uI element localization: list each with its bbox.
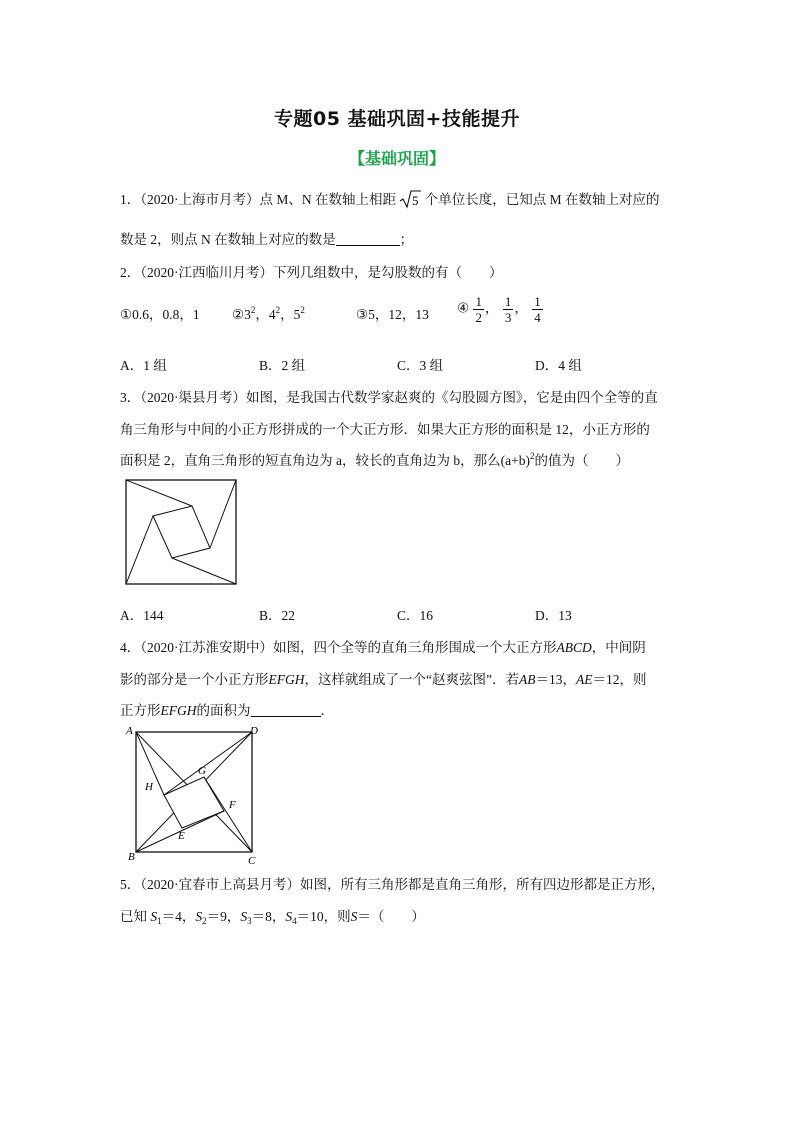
q2-option-b[interactable]: B．2 组 — [259, 358, 306, 373]
q5-s: S — [285, 909, 293, 924]
question-3-line-2: 角三角形与中间的小正方形拼成的一个大正方形．如果大正方形的面积是 12，小正方形的 — [120, 422, 650, 437]
q4-square-efgh: EFGH — [268, 672, 305, 687]
fraction-one-half: $\frac{1}{2}$ — [475, 294, 482, 325]
q5-s: S — [240, 909, 248, 924]
q2-group-3: ③5，12，13 — [356, 307, 429, 322]
q1-text-pre: 1．（2020·上海市月考）点 M、N 在数轴上相距 — [120, 192, 396, 207]
q3-option-d[interactable]: D．13 — [535, 608, 572, 623]
fraction-one-third: $\frac{1}{3}$ — [504, 294, 512, 325]
q3-exponent: 2 — [529, 451, 535, 461]
question-4-line-3 — [120, 699, 334, 719]
q5-s: S — [150, 909, 158, 924]
q2-g2-prefix: ② — [232, 307, 245, 322]
question-4-line-2 — [120, 668, 646, 688]
q2-g2-base: 5 — [293, 307, 301, 322]
q2-group-2: $②3^2$，$4^2$，$5^2$ — [232, 305, 305, 322]
question-1-line-2 — [120, 228, 413, 248]
label-c: C — [248, 855, 256, 866]
label-b: B — [128, 851, 135, 863]
question-5-line-2 — [120, 905, 425, 926]
q4-ae-value: ＝12，则 — [592, 672, 647, 687]
q2-option-d[interactable]: D．4 组 — [535, 358, 582, 373]
label-e: E — [178, 830, 185, 842]
q2-group-4: ④ $\frac{1}{2}$ ， $\frac{1}{3}$ ， $\frac{1}{4}$ — [457, 294, 541, 325]
q2-option-c[interactable]: C．3 组 — [397, 358, 444, 373]
q1-text-post: 个单位长度，已知点 M 在数轴上对应的 — [424, 192, 660, 207]
q5-s: S — [195, 909, 203, 924]
q1-line2-end: ； — [399, 232, 414, 247]
q2-g2-exp: 2 — [300, 305, 305, 315]
q3-line3-pre: 面积是 2，直角三角形的短直角边为 a，较长的直角边为 b，那么(a+b) — [120, 453, 530, 468]
q2-g2-base: 3 — [244, 307, 251, 322]
q5-known: 已知 — [120, 909, 147, 924]
question-3-line-1: 3．（2020·渠县月考）如图，是我国古代数学家赵爽的《勾股圆方图》，它是由四个全等的直 — [120, 390, 658, 405]
q4-line2-pre: 影的部分是一个小正方形 — [120, 672, 269, 687]
fraction-one-quarter: $\frac{1}{4}$ — [534, 294, 541, 325]
label-a: A — [126, 725, 133, 737]
q4-ab-value: ＝13， — [535, 672, 576, 687]
q4-square-abcd: ABCD — [556, 640, 592, 655]
section-heading: 【基础巩固】 — [348, 149, 445, 168]
page-title: 专题05 基础巩固+技能提升 — [274, 108, 520, 130]
label-g: G — [198, 765, 206, 777]
sqrt-radicand: 5 — [412, 192, 419, 208]
q3-option-a[interactable]: A．144 — [120, 608, 164, 623]
q2-group-1: ①0.6，0.8，1 — [120, 307, 200, 322]
q5-sub: 2 — [202, 916, 207, 926]
label-d: D — [250, 725, 258, 737]
sqrt-five — [399, 189, 421, 213]
question-2-stem: 2．（2020·江西临川月考）下列几组数中，是勾股数的有（ ） — [120, 265, 503, 280]
question-3-line-3 — [120, 449, 629, 469]
q5-val: ＝10，则 — [296, 909, 351, 924]
q5-val: ＝4， — [161, 909, 196, 924]
q4-line2-post: ，这样就组成了一个“赵爽弦图”．若 — [304, 672, 519, 687]
q2-g4-prefix: ④ — [457, 300, 470, 316]
q5-sub: 1 — [157, 916, 162, 926]
q5-val: ＝8， — [251, 909, 286, 924]
q4-square-efgh: EFGH — [160, 703, 197, 718]
q4-ae: AE — [575, 672, 593, 687]
q5-s: S — [350, 909, 358, 924]
question-4-line-1 — [120, 636, 646, 656]
q3-option-c[interactable]: C．16 — [397, 608, 434, 623]
q2-g2-base: 4 — [268, 307, 276, 322]
q5-sub: 4 — [292, 916, 297, 926]
q4-line1-post: ，中间阴 — [591, 640, 646, 655]
q2-g2-exp: 2 — [250, 305, 256, 315]
q4-line3-end: ． — [320, 703, 334, 718]
q3-line3-post: 的值为（ ） — [534, 453, 629, 468]
q4-line3-pre: 正方形 — [120, 703, 161, 718]
q4-line1-pre: 4．（2020·江苏淮安期中）如图，四个全等的直角三角形围成一个大正方形 — [120, 640, 557, 655]
q3-option-b[interactable]: B．22 — [259, 608, 296, 623]
q5-end: ＝（ ） — [357, 909, 425, 924]
pinwheel-square-diagram — [120, 474, 242, 590]
q1-line2-text: 数是 2，则点 N 在数轴上对应的数是 — [120, 232, 336, 247]
label-f: F — [229, 799, 236, 811]
answer-blank[interactable] — [251, 703, 321, 717]
q5-sub: 3 — [247, 916, 252, 926]
question-5-line-1: 5．（2020·宜春市上高县月考）如图，所有三角形都是直角三角形，所有四边形都是正方形， — [120, 877, 665, 892]
q5-val: ＝9， — [206, 909, 241, 924]
label-h: H — [145, 781, 153, 793]
q2-option-a[interactable]: A．1 组 — [120, 358, 167, 373]
answer-blank[interactable] — [336, 232, 400, 246]
q4-line3-post: 的面积为 — [196, 703, 251, 718]
question-1-line-1 — [120, 188, 660, 213]
q2-g2-exp: 2 — [275, 305, 281, 315]
zhao-shuang-string-diagram — [118, 722, 266, 866]
q4-ab: AB — [518, 672, 536, 687]
